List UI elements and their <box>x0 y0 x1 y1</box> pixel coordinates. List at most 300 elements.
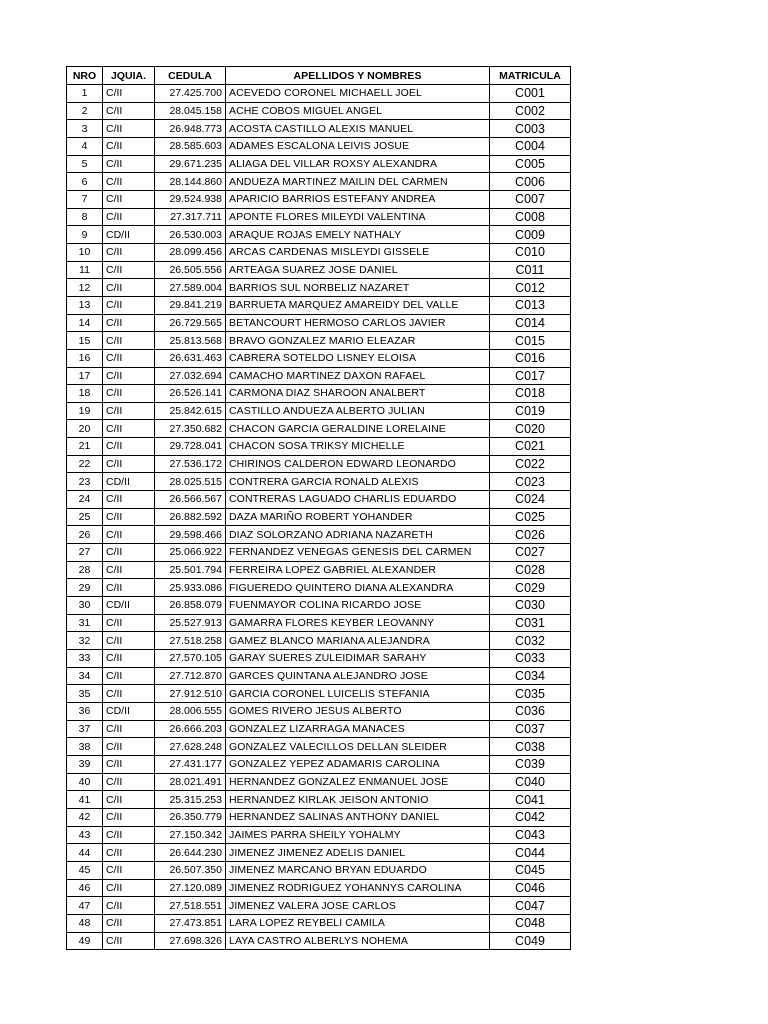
cell-nombre: FIGUEREDO QUINTERO DIANA ALEXANDRA <box>226 579 490 597</box>
student-roster-table <box>66 66 571 950</box>
cell-cedula: 25.501.794 <box>155 561 226 579</box>
cell-nro: 26 <box>67 526 103 544</box>
cell-nro: 42 <box>67 808 103 826</box>
table-row <box>67 650 571 668</box>
cell-nro: 15 <box>67 332 103 350</box>
cell-cedula: 25.315.253 <box>155 791 226 809</box>
cell-cedula: 27.589.004 <box>155 279 226 297</box>
cell-nombre: CASTILLO ANDUEZA ALBERTO JULIAN <box>226 402 490 420</box>
cell-jquia: C/II <box>103 932 155 950</box>
cell-jquia: C/II <box>103 526 155 544</box>
cell-jquia: C/II <box>103 685 155 703</box>
cell-cedula: 29.728.041 <box>155 438 226 456</box>
cell-jquia: C/II <box>103 120 155 138</box>
cell-nombre: APARICIO BARRIOS ESTEFANY ANDREA <box>226 190 490 208</box>
cell-nombre: CHACON SOSA TRIKSY MICHELLE <box>226 438 490 456</box>
header-row <box>67 67 571 85</box>
cell-nombre: ACOSTA CASTILLO ALEXIS MANUEL <box>226 120 490 138</box>
cell-matricula: C021 <box>490 438 571 456</box>
cell-jquia: C/II <box>103 914 155 932</box>
cell-nombre: JIMENEZ VALERA JOSE CARLOS <box>226 897 490 915</box>
cell-jquia: C/II <box>103 349 155 367</box>
table-row <box>67 720 571 738</box>
cell-cedula: 26.666.203 <box>155 720 226 738</box>
cell-cedula: 26.882.592 <box>155 508 226 526</box>
cell-jquia: C/II <box>103 808 155 826</box>
cell-cedula: 28.144.860 <box>155 173 226 191</box>
cell-nombre: GAMEZ BLANCO MARIANA ALEJANDRA <box>226 632 490 650</box>
cell-nombre: LAYA CASTRO ALBERLYS NOHEMA <box>226 932 490 950</box>
table-row <box>67 438 571 456</box>
cell-jquia: C/II <box>103 243 155 261</box>
cell-nro: 4 <box>67 137 103 155</box>
cell-matricula: C006 <box>490 173 571 191</box>
cell-matricula: C010 <box>490 243 571 261</box>
cell-matricula: C047 <box>490 897 571 915</box>
header-nro: NRO <box>67 67 103 85</box>
table-row <box>67 861 571 879</box>
cell-jquia: C/II <box>103 755 155 773</box>
table-row <box>67 402 571 420</box>
cell-nro: 8 <box>67 208 103 226</box>
table-row <box>67 773 571 791</box>
table-row <box>67 579 571 597</box>
cell-nombre: APONTE FLORES MILEYDI VALENTINA <box>226 208 490 226</box>
cell-nombre: CONTRERAS LAGUADO CHARLIS EDUARDO <box>226 491 490 509</box>
cell-cedula: 26.507.350 <box>155 861 226 879</box>
cell-nombre: DIAZ SOLORZANO ADRIANA NAZARETH <box>226 526 490 544</box>
table-row <box>67 755 571 773</box>
cell-nombre: FERNANDEZ VENEGAS GENESIS DEL CARMEN <box>226 544 490 562</box>
cell-jquia: CD/II <box>103 702 155 720</box>
cell-jquia: C/II <box>103 508 155 526</box>
cell-nro: 35 <box>67 685 103 703</box>
cell-jquia: C/II <box>103 190 155 208</box>
table-row <box>67 614 571 632</box>
cell-nombre: ADAMES ESCALONA LEIVIS JOSUE <box>226 137 490 155</box>
cell-cedula: 29.671.235 <box>155 155 226 173</box>
cell-cedula: 27.425.700 <box>155 85 226 103</box>
cell-nombre: CABRERA SOTELDO LISNEY ELOISA <box>226 349 490 367</box>
cell-jquia: C/II <box>103 826 155 844</box>
cell-nro: 34 <box>67 667 103 685</box>
cell-nombre: HERNANDEZ GONZALEZ ENMANUEL JOSE <box>226 773 490 791</box>
cell-nro: 5 <box>67 155 103 173</box>
cell-nombre: CAMACHO MARTINEZ DAXON RAFAEL <box>226 367 490 385</box>
cell-nro: 33 <box>67 650 103 668</box>
cell-cedula: 26.858.079 <box>155 597 226 615</box>
cell-cedula: 26.566.567 <box>155 491 226 509</box>
cell-nombre: ARTEAGA SUAREZ JOSE DANIEL <box>226 261 490 279</box>
cell-matricula: C029 <box>490 579 571 597</box>
cell-cedula: 28.585.603 <box>155 137 226 155</box>
cell-nro: 30 <box>67 597 103 615</box>
cell-cedula: 26.631.463 <box>155 349 226 367</box>
cell-nombre: BARRUETA MARQUEZ AMAREIDY DEL VALLE <box>226 296 490 314</box>
cell-cedula: 26.729.565 <box>155 314 226 332</box>
cell-nro: 6 <box>67 173 103 191</box>
header-jquia: JQUIA. <box>103 67 155 85</box>
cell-nombre: FERREIRA LOPEZ GABRIEL ALEXANDER <box>226 561 490 579</box>
cell-nro: 23 <box>67 473 103 491</box>
cell-matricula: C002 <box>490 102 571 120</box>
cell-matricula: C039 <box>490 755 571 773</box>
header-nombres: APELLIDOS Y NOMBRES <box>226 67 490 85</box>
cell-matricula: C025 <box>490 508 571 526</box>
cell-matricula: C040 <box>490 773 571 791</box>
cell-nro: 41 <box>67 791 103 809</box>
cell-nro: 16 <box>67 349 103 367</box>
table-row <box>67 367 571 385</box>
cell-cedula: 29.841.219 <box>155 296 226 314</box>
cell-matricula: C046 <box>490 879 571 897</box>
table-row <box>67 738 571 756</box>
cell-cedula: 26.530.003 <box>155 226 226 244</box>
cell-nombre: CHIRINOS CALDERON EDWARD LEONARDO <box>226 455 490 473</box>
table-row <box>67 155 571 173</box>
table-row <box>67 279 571 297</box>
cell-jquia: C/II <box>103 208 155 226</box>
cell-matricula: C004 <box>490 137 571 155</box>
cell-matricula: C042 <box>490 808 571 826</box>
cell-nombre: GOMES RIVERO JESUS ALBERTO <box>226 702 490 720</box>
cell-cedula: 27.570.105 <box>155 650 226 668</box>
header-cedula: CEDULA <box>155 67 226 85</box>
cell-cedula: 28.045.158 <box>155 102 226 120</box>
cell-jquia: C/II <box>103 773 155 791</box>
cell-matricula: C007 <box>490 190 571 208</box>
cell-nombre: ARAQUE ROJAS EMELY NATHALY <box>226 226 490 244</box>
cell-nombre: FUENMAYOR COLINA RICARDO JOSE <box>226 597 490 615</box>
cell-matricula: C044 <box>490 844 571 862</box>
cell-jquia: C/II <box>103 279 155 297</box>
cell-jquia: C/II <box>103 879 155 897</box>
cell-matricula: C019 <box>490 402 571 420</box>
table-row <box>67 120 571 138</box>
cell-nombre: CONTRERA GARCIA RONALD ALEXIS <box>226 473 490 491</box>
cell-nro: 46 <box>67 879 103 897</box>
cell-matricula: C048 <box>490 914 571 932</box>
cell-jquia: C/II <box>103 632 155 650</box>
table-row <box>67 208 571 226</box>
cell-nro: 43 <box>67 826 103 844</box>
cell-jquia: C/II <box>103 579 155 597</box>
cell-cedula: 25.066.922 <box>155 544 226 562</box>
cell-nro: 31 <box>67 614 103 632</box>
cell-jquia: C/II <box>103 261 155 279</box>
cell-nro: 47 <box>67 897 103 915</box>
cell-matricula: C045 <box>490 861 571 879</box>
table-row <box>67 85 571 103</box>
table-row <box>67 844 571 862</box>
cell-nro: 20 <box>67 420 103 438</box>
table-row <box>67 314 571 332</box>
cell-nombre: ACEVEDO CORONEL MICHAELL JOEL <box>226 85 490 103</box>
cell-matricula: C027 <box>490 544 571 562</box>
table-row <box>67 879 571 897</box>
cell-nro: 9 <box>67 226 103 244</box>
cell-jquia: C/II <box>103 332 155 350</box>
table-row <box>67 296 571 314</box>
cell-matricula: C009 <box>490 226 571 244</box>
cell-jquia: C/II <box>103 491 155 509</box>
cell-matricula: C036 <box>490 702 571 720</box>
table-row <box>67 808 571 826</box>
cell-cedula: 25.933.086 <box>155 579 226 597</box>
cell-matricula: C003 <box>490 120 571 138</box>
cell-jquia: C/II <box>103 861 155 879</box>
cell-matricula: C005 <box>490 155 571 173</box>
table-row <box>67 702 571 720</box>
cell-cedula: 27.698.326 <box>155 932 226 950</box>
cell-nombre: JIMENEZ RODRIGUEZ YOHANNYS CAROLINA <box>226 879 490 897</box>
cell-matricula: C001 <box>490 85 571 103</box>
cell-nombre: GONZALEZ LIZARRAGA MANACES <box>226 720 490 738</box>
cell-jquia: C/II <box>103 738 155 756</box>
cell-nro: 14 <box>67 314 103 332</box>
cell-matricula: C013 <box>490 296 571 314</box>
cell-cedula: 27.150.342 <box>155 826 226 844</box>
table-row <box>67 173 571 191</box>
table-row <box>67 508 571 526</box>
table-row <box>67 349 571 367</box>
cell-jquia: C/II <box>103 720 155 738</box>
cell-matricula: C024 <box>490 491 571 509</box>
cell-nro: 38 <box>67 738 103 756</box>
table-row <box>67 544 571 562</box>
cell-cedula: 29.598.466 <box>155 526 226 544</box>
cell-matricula: C032 <box>490 632 571 650</box>
cell-matricula: C043 <box>490 826 571 844</box>
table-row <box>67 190 571 208</box>
cell-matricula: C022 <box>490 455 571 473</box>
cell-matricula: C035 <box>490 685 571 703</box>
cell-jquia: C/II <box>103 367 155 385</box>
cell-nro: 39 <box>67 755 103 773</box>
cell-matricula: C020 <box>490 420 571 438</box>
cell-jquia: CD/II <box>103 473 155 491</box>
cell-nro: 10 <box>67 243 103 261</box>
cell-cedula: 26.948.773 <box>155 120 226 138</box>
table-row <box>67 385 571 403</box>
table-row <box>67 667 571 685</box>
cell-nro: 44 <box>67 844 103 862</box>
cell-cedula: 27.431.177 <box>155 755 226 773</box>
cell-nombre: ACHE COBOS MIGUEL ANGEL <box>226 102 490 120</box>
cell-nro: 49 <box>67 932 103 950</box>
cell-jquia: CD/II <box>103 226 155 244</box>
cell-matricula: C034 <box>490 667 571 685</box>
cell-nombre: BETANCOURT HERMOSO CARLOS JAVIER <box>226 314 490 332</box>
cell-cedula: 26.505.556 <box>155 261 226 279</box>
cell-jquia: C/II <box>103 455 155 473</box>
table-row <box>67 226 571 244</box>
cell-jquia: C/II <box>103 155 155 173</box>
cell-matricula: C011 <box>490 261 571 279</box>
cell-nro: 27 <box>67 544 103 562</box>
header-matricula: MATRICULA <box>490 67 571 85</box>
cell-jquia: C/II <box>103 137 155 155</box>
cell-jquia: C/II <box>103 402 155 420</box>
table-row <box>67 473 571 491</box>
cell-nombre: ANDUEZA MARTINEZ MAILIN DEL CARMEN <box>226 173 490 191</box>
cell-nombre: DAZA MARIÑO ROBERT YOHANDER <box>226 508 490 526</box>
cell-jquia: C/II <box>103 85 155 103</box>
cell-nro: 21 <box>67 438 103 456</box>
cell-nro: 36 <box>67 702 103 720</box>
cell-nombre: GARCIA CORONEL LUICELIS STEFANIA <box>226 685 490 703</box>
cell-matricula: C030 <box>490 597 571 615</box>
cell-nro: 19 <box>67 402 103 420</box>
cell-jquia: C/II <box>103 561 155 579</box>
table-row <box>67 332 571 350</box>
table-row <box>67 897 571 915</box>
cell-nro: 17 <box>67 367 103 385</box>
cell-nombre: GONZALEZ YEPEZ ADAMARIS CAROLINA <box>226 755 490 773</box>
table-row <box>67 102 571 120</box>
cell-nro: 3 <box>67 120 103 138</box>
cell-nro: 32 <box>67 632 103 650</box>
cell-cedula: 26.526.141 <box>155 385 226 403</box>
cell-jquia: C/II <box>103 438 155 456</box>
cell-matricula: C018 <box>490 385 571 403</box>
cell-jquia: CD/II <box>103 597 155 615</box>
cell-cedula: 27.712.870 <box>155 667 226 685</box>
cell-jquia: C/II <box>103 897 155 915</box>
cell-cedula: 27.120.089 <box>155 879 226 897</box>
cell-nro: 2 <box>67 102 103 120</box>
cell-cedula: 25.813.568 <box>155 332 226 350</box>
cell-cedula: 27.536.172 <box>155 455 226 473</box>
cell-nro: 12 <box>67 279 103 297</box>
table-row <box>67 914 571 932</box>
cell-nombre: GARAY SUERES ZULEIDIMAR SARAHY <box>226 650 490 668</box>
cell-nro: 18 <box>67 385 103 403</box>
cell-nro: 40 <box>67 773 103 791</box>
cell-nombre: JIMENEZ JIMENEZ ADELIS DANIEL <box>226 844 490 862</box>
cell-cedula: 29.524.938 <box>155 190 226 208</box>
table-row <box>67 597 571 615</box>
cell-jquia: C/II <box>103 296 155 314</box>
cell-jquia: C/II <box>103 385 155 403</box>
cell-nro: 1 <box>67 85 103 103</box>
cell-nombre: JIMENEZ MARCANO BRYAN EDUARDO <box>226 861 490 879</box>
cell-nombre: ARCAS CARDENAS MISLEYDI GISSELE <box>226 243 490 261</box>
table-row <box>67 632 571 650</box>
cell-nro: 7 <box>67 190 103 208</box>
cell-nro: 48 <box>67 914 103 932</box>
table-row <box>67 491 571 509</box>
cell-cedula: 25.842.615 <box>155 402 226 420</box>
cell-jquia: C/II <box>103 544 155 562</box>
cell-matricula: C026 <box>490 526 571 544</box>
cell-nombre: GONZALEZ VALECILLOS DELLAN SLEIDER <box>226 738 490 756</box>
cell-matricula: C037 <box>490 720 571 738</box>
cell-matricula: C049 <box>490 932 571 950</box>
cell-jquia: C/II <box>103 650 155 668</box>
cell-nro: 13 <box>67 296 103 314</box>
cell-nro: 37 <box>67 720 103 738</box>
cell-matricula: C038 <box>490 738 571 756</box>
cell-matricula: C015 <box>490 332 571 350</box>
table-row <box>67 420 571 438</box>
cell-matricula: C008 <box>490 208 571 226</box>
cell-cedula: 27.473.851 <box>155 914 226 932</box>
cell-cedula: 28.025.515 <box>155 473 226 491</box>
cell-cedula: 28.021.491 <box>155 773 226 791</box>
table-row <box>67 261 571 279</box>
cell-nombre: HERNANDEZ SALINAS ANTHONY DANIEL <box>226 808 490 826</box>
cell-nro: 29 <box>67 579 103 597</box>
cell-cedula: 28.099.456 <box>155 243 226 261</box>
cell-nombre: LARA LOPEZ REYBELI CAMILA <box>226 914 490 932</box>
cell-matricula: C017 <box>490 367 571 385</box>
cell-jquia: C/II <box>103 420 155 438</box>
cell-nro: 22 <box>67 455 103 473</box>
cell-cedula: 27.518.258 <box>155 632 226 650</box>
table-row <box>67 455 571 473</box>
cell-matricula: C031 <box>490 614 571 632</box>
cell-matricula: C016 <box>490 349 571 367</box>
cell-matricula: C033 <box>490 650 571 668</box>
table-row <box>67 243 571 261</box>
cell-nro: 45 <box>67 861 103 879</box>
cell-cedula: 25.527.913 <box>155 614 226 632</box>
cell-cedula: 28.006.555 <box>155 702 226 720</box>
cell-cedula: 27.317.711 <box>155 208 226 226</box>
cell-nombre: ALIAGA DEL VILLAR ROXSY ALEXANDRA <box>226 155 490 173</box>
cell-nombre: BARRIOS SUL NORBELIZ NAZARET <box>226 279 490 297</box>
cell-nombre: GARCES QUINTANA ALEJANDRO JOSE <box>226 667 490 685</box>
cell-jquia: C/II <box>103 614 155 632</box>
cell-jquia: C/II <box>103 791 155 809</box>
cell-cedula: 27.518.551 <box>155 897 226 915</box>
cell-matricula: C041 <box>490 791 571 809</box>
table-row <box>67 932 571 950</box>
table-row <box>67 791 571 809</box>
cell-cedula: 27.032.694 <box>155 367 226 385</box>
cell-jquia: C/II <box>103 314 155 332</box>
cell-jquia: C/II <box>103 102 155 120</box>
cell-nro: 11 <box>67 261 103 279</box>
table-row <box>67 826 571 844</box>
cell-nombre: CHACON GARCIA GERALDINE LORELAINE <box>226 420 490 438</box>
cell-nombre: BRAVO GONZALEZ MARIO ELEAZAR <box>226 332 490 350</box>
table-row <box>67 685 571 703</box>
cell-cedula: 27.350.682 <box>155 420 226 438</box>
cell-nombre: GAMARRA FLORES KEYBER LEOVANNY <box>226 614 490 632</box>
cell-nombre: HERNANDEZ KIRLAK JEISON ANTONIO <box>226 791 490 809</box>
cell-cedula: 26.644.230 <box>155 844 226 862</box>
cell-nro: 25 <box>67 508 103 526</box>
cell-nombre: JAIMES PARRA SHEILY YOHALMY <box>226 826 490 844</box>
cell-nro: 28 <box>67 561 103 579</box>
cell-matricula: C023 <box>490 473 571 491</box>
cell-matricula: C028 <box>490 561 571 579</box>
table-row <box>67 137 571 155</box>
cell-cedula: 27.628.248 <box>155 738 226 756</box>
cell-jquia: C/II <box>103 844 155 862</box>
cell-matricula: C014 <box>490 314 571 332</box>
cell-cedula: 27.912.510 <box>155 685 226 703</box>
cell-nombre: CARMONA DIAZ SHAROON ANALBERT <box>226 385 490 403</box>
cell-jquia: C/II <box>103 667 155 685</box>
cell-jquia: C/II <box>103 173 155 191</box>
cell-cedula: 26.350.779 <box>155 808 226 826</box>
table-row <box>67 561 571 579</box>
table-row <box>67 526 571 544</box>
cell-nro: 24 <box>67 491 103 509</box>
